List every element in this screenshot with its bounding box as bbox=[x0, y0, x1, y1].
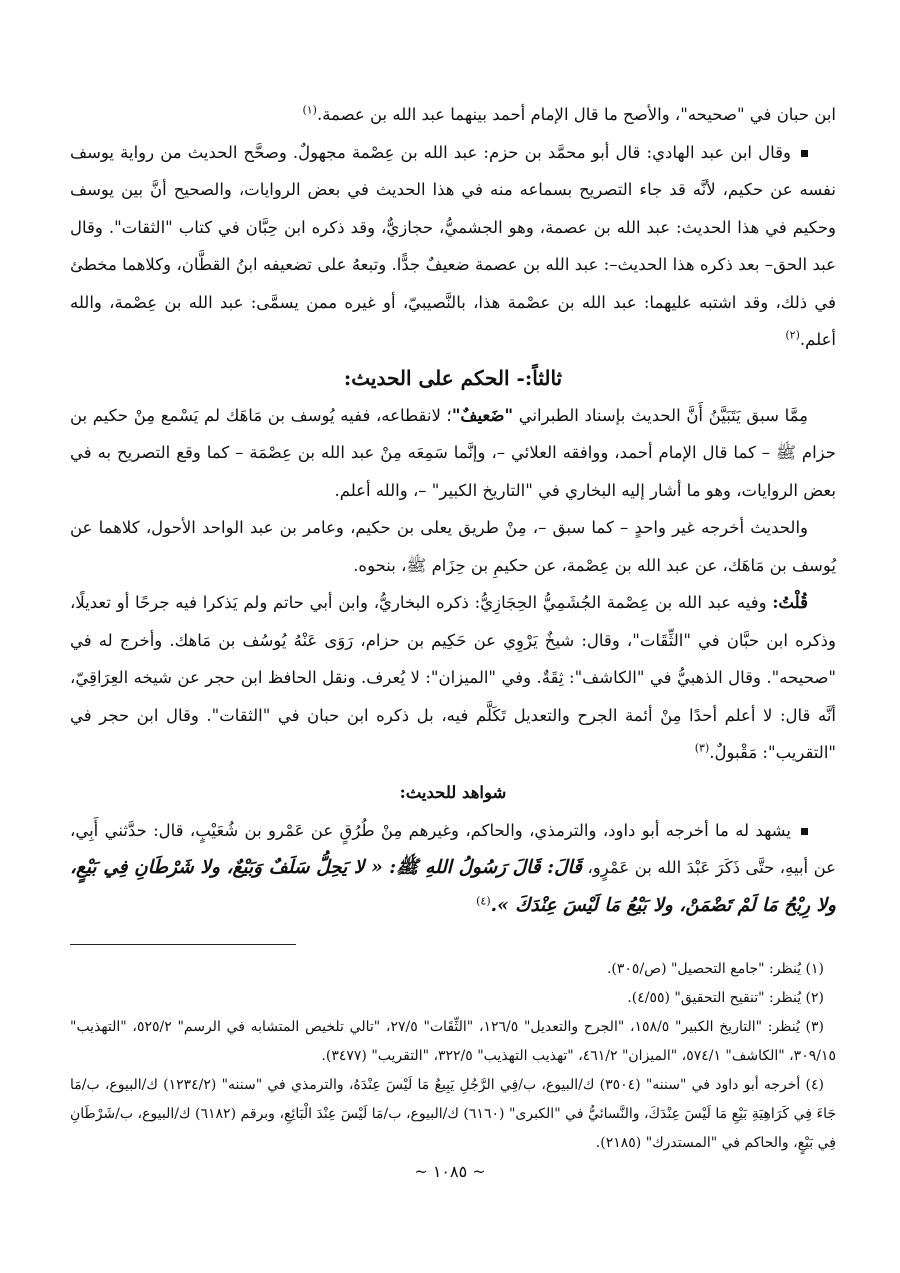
footnote-ref[interactable]: (٢) bbox=[785, 328, 800, 342]
bullet-icon bbox=[801, 828, 808, 835]
footnote-ref[interactable]: (٤) bbox=[476, 894, 491, 907]
page-body bbox=[70, 96, 836, 1158]
hadith-text: قَالَ: قَالَ رَسُولُ اللهِ ﷺ: « لا يَحِلُّ سَلَفٌ وَبَيْعٌ، ولا شَرْطَانِ فِي بَيْعٍ، ولا رِبْحُ مَا لَمْ تَضْمَنْ، ولا بَيْعُ مَا لَيْسَ عِنْدَكَ ». bbox=[70, 857, 836, 916]
paragraph-continuation: ابن حبان في "صحيحه"، والأصح ما قال الإمام أحمد بينهما عبد الله بن عصمة.$^{(١)}$ bbox=[302, 103, 836, 124]
footnotes bbox=[70, 955, 836, 1158]
subsection-heading: شواهد للحديث: bbox=[399, 782, 507, 802]
footnote-3: (٣) يُنظر: "التاريخ الكبير" ١٥٨/٥، "الجرح والتعديل" ١٢٦/٥، "الثِّقَات" ٢٧/٥، "تالي تلخيص المتشابه في الرسم" ٥٢٥/٢، "التهذيب" ٣٠٩/١٥، "الكاشف" ٥٧٤/١، "الميزان" ٤٦١/٢، "تهذيب التهذيب" ٣٢٢/٥، "التقريب" (٣٤٧٧). bbox=[70, 1019, 836, 1064]
paragraph-ibn-abd-alhadi: وقال ابن عبد الهادي: قال أبو محمَّد بن حزم: عبد الله بن عِصْمة مجهولٌ. وصحَّح الحديث من رواية يوسف نفسه عن حكيم، لأنَّه قد جاء التصريح بسماعه منه في هذا الحديث في بعض الروايات، والصحيح أنَّ بين يوسف وحكيم في هذا الحديث: عبد الله بن عصمة، وهو الجشميُّ، حجازيٌّ، وقد ذكره ابن حِبَّان في كتاب "الثقات". وقال عبد الحق– بعد ذكره هذا الحديث–: عبد الله بن عصمة ضعيفٌ جدًّا. وتبعهُ على تضعيفه ابنُ القطَّان، وكلاهما مخطئ في ذلك، وقد اشتبه عليهما: عبد الله بن عصْمة هذا، بالنَّصيبيّ، أو غيره ممن يسمَّى: عبد الله بن عِصْمة، والله أعلم.$^{(٢)}$ bbox=[70, 142, 836, 349]
footnote-2: (٢) يُنظر: "تنقيح التحقيق" (٤/٥٥). bbox=[627, 990, 824, 1006]
footnote-1: (١) يُنظر: "جامع التحصيل" (ص/٣٠٥). bbox=[606, 961, 824, 977]
footnote-ref[interactable]: (١) bbox=[302, 103, 317, 117]
page-number: ~ ١٠٨٥ ~ bbox=[414, 1162, 486, 1181]
footnote-separator bbox=[70, 944, 296, 955]
ruling-keyword: "ضَعيفٌ" bbox=[451, 405, 514, 425]
qultu-label: قُلْتُ: bbox=[772, 593, 808, 612]
paragraph-other-routes: والحديث أخرجه غير واحدٍ – كما سبق –، مِنْ طريق يعلى بن حكيم، وعامر بن عبد الواحد الأحول، كلاهما عن يُوسف بن مَاهَك، عن عبد الله بن عِصْمة، عن حكيمِ بن حِزَام ﷺ، بنحوه. bbox=[70, 518, 836, 575]
footnote-ref[interactable]: (٣) bbox=[694, 741, 710, 755]
footnote-4: (٤) أخرجه أبو داود في "سننه" (٣٥٠٤) ك/البيوع، ب/فِي الرَّجُلِ يَبِيعُ مَا لَيْسَ عِنْدَهُ، والترمذي في "سننه" (١٢٣٤/٢) ك/البيوع، ب/مَا جَاءَ فِي كَرَاهِيَةِ بَيْعِ مَا لَيْسَ عِنْدَكَ، والنَّسائيُّ في "الكبرى" (٦١٦٠) ك/البيوع، ب/مَا لَيْسَ عِنْدَ الْبَائِعِ، وبرقم (٦١٨٢) ك/البيوع، ب/شَرْطَانِ فِي بَيْعٍ، والحاكم في "المستدرك" (٢١٨٥). bbox=[70, 1077, 836, 1151]
paragraph-shawahid: يشهد له ما أخرجه أبو داود، والترمذي، والحاكم، وغيرهم مِنْ طُرُقٍ عن عَمْرو بن شُعَيْبٍ، قال: حدَّثني أَبِي، عن أبيهِ، حتَّى ذَكَرَ عَبْدَ الله بن عَمْرٍو، قَالَ: قَالَ رَسُولُ اللهِ ﷺ: « لا يَحِلُّ سَلَفٌ وَبَيْعٌ، ولا شَرْطَانِ فِي بَيْعٍ، ولا رِبْحُ مَا لَمْ تَضْمَنْ، ولا بَيْعُ مَا لَيْسَ عِنْدَكَ ».$^{(٤)}$ bbox=[70, 820, 836, 916]
bullet-icon bbox=[801, 150, 808, 157]
section-heading: ثالثاً:- الحكم على الحديث: bbox=[343, 365, 563, 390]
paragraph-ruling: مِمَّا سبق يَتَبَيَّنُ أَنَّ الحديث بإسناد الطبراني "ضَعيفٌ"؛ لانقطاعه، ففيه يُوسف بن مَاهَك لم يَسْمع مِنْ حكيم بن حزام ﷺ – كما قال الإمام أحمد، ووافقه العلائي –، وإنَّما سَمِعَه مِنْ عبد الله بن عِصْمَة – كما وقع التصريح به في بعض الروايات، وهو ما أشار إليه البخاري في "التاريخ الكبير" –، والله أعلم. bbox=[70, 405, 836, 500]
paragraph-qultu: قُلْتُ: وفيه عبد الله بن عِصْمة الجُشَمِيُّ الحِجَازِيُّ: ذكره البخاريُّ، وابن أبي حاتم ولم يَذكرا فيه جرحًا أو تعديلًا، وذكره ابن حبَّان في "الثِّقَات"، وقال: شيخٌ يَرْوِي عن حَكِيم بن حزام، رَوَى عَنْهُ يُوسُف بن مَاهك. وأخرج له في "صحيحه". وقال الذهبيُّ في "الكاشف": ثِقَةٌ. وفي "الميزان": لا يُعرف. ونقل الحافظ ابن حجر عن شيخه العِرَاقِيّ، أنَّه قال: لا أعلم أحدًا مِنْ أئمة الجرح والتعديل تَكَلَّم فيه، بل ذكره ابن حبان في "الثقات". وقال ابن حجر في "التقريب": مَقْبولٌ.$^{(٣)}$ bbox=[70, 593, 836, 762]
